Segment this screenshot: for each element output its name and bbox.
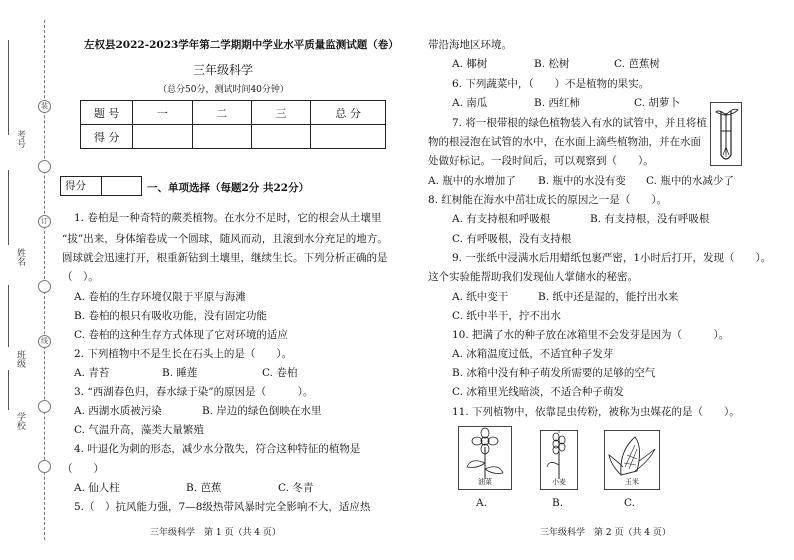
question-5-continued: 带沿海地区环境。 bbox=[428, 39, 512, 51]
question-3: 3. “西湖春色归，春水绿于染”的原因是（ ）。 bbox=[74, 386, 314, 398]
exam-number-label: 考号 bbox=[15, 130, 25, 148]
question-6-option: B. 西红柿 bbox=[534, 97, 580, 109]
question-1-option: A. 卷柏的生存环境仅限于平原与海滩 bbox=[74, 291, 246, 303]
question-5-option: B. 松树 bbox=[534, 58, 570, 70]
binding-marker: 线 bbox=[38, 335, 51, 348]
picture-label: 油菜 bbox=[478, 478, 492, 486]
question-8-option: C. 有呼吸根，没有支持根 bbox=[452, 233, 572, 245]
question-1-line: 圆球就会迅速打开，根重新钻到土壤里，继续生长。下列分析正确的是 bbox=[62, 252, 388, 264]
binding-marker: 装 bbox=[38, 100, 51, 113]
class-label: 班级 bbox=[15, 350, 25, 368]
picture-label: 玉米 bbox=[625, 478, 639, 486]
question-5-option: A. 椰树 bbox=[452, 58, 488, 70]
question-10-option: C. 冰箱里光线暗淡，不适合种子萌发 bbox=[452, 386, 624, 398]
score-table-header: 一 bbox=[133, 101, 192, 125]
score-cell[interactable] bbox=[311, 125, 386, 149]
question-10-option: A. 冰箱温度过低，不适宜种子发芽 bbox=[452, 348, 614, 360]
exam-note: （总分50分，测试时间40分钟） bbox=[158, 85, 289, 95]
question-9-option: A. 纸中变干 bbox=[452, 291, 509, 303]
question-6-option: A. 南瓜 bbox=[452, 97, 488, 109]
wheat-image bbox=[540, 430, 578, 490]
question-2-option: A. 青苔 bbox=[74, 367, 110, 379]
question-10-option: B. 冰箱中没有种子萌发所需要的足够的空气 bbox=[452, 367, 656, 379]
question-4-option: A. 仙人柱 bbox=[74, 482, 120, 494]
corn-image bbox=[604, 430, 660, 490]
class-line bbox=[8, 285, 10, 347]
section-score-box bbox=[60, 176, 142, 196]
binding-marker: 订 bbox=[38, 215, 51, 228]
question-5-option: C. 芭蕉树 bbox=[614, 58, 660, 70]
test-tube-plant-image bbox=[710, 102, 742, 166]
question-1-option: B. 卷柏的根只有吸收功能，没有固定功能 bbox=[74, 310, 267, 322]
binding-marker bbox=[38, 160, 51, 173]
score-table-header: 三 bbox=[251, 101, 310, 125]
name-label: 姓名 bbox=[15, 248, 25, 266]
question-3-option: C. 气温升高，藻类大量繁殖 bbox=[74, 424, 204, 436]
binding-marker bbox=[38, 460, 51, 473]
section-score-label: 得分 bbox=[65, 180, 86, 192]
question-7-option: B. 瓶中的水没有变 bbox=[538, 175, 626, 187]
question-4-line: （ ） bbox=[62, 463, 104, 475]
score-table-header: 题 号 bbox=[81, 101, 133, 125]
question-1-option: C. 卷柏的这种生存方式体现了它对环境的适应 bbox=[74, 329, 288, 341]
page-footer: 三年级科学 第 2 页（共 4 页） bbox=[540, 528, 671, 538]
name-line bbox=[8, 170, 10, 245]
question-9-option: C. 纸中半干，拧不出水 bbox=[452, 310, 561, 322]
question-3-option: B. 岸边的绿色倒映在水里 bbox=[202, 405, 322, 417]
corn-icon bbox=[605, 431, 659, 479]
picture-option-label[interactable]: B. bbox=[552, 497, 564, 509]
test-tube-plant-icon bbox=[711, 103, 741, 165]
question-9-line: 这个实验能帮助我们发现仙人掌储水的秘密。 bbox=[428, 271, 638, 283]
exam-title: 左权县2022-2023学年第二学期期中学业水平质量监测试题（卷） bbox=[84, 39, 399, 51]
question-1-line: 1. 卷柏是一种奇特的蕨类植物。在水分不足时，它的根会从土壤里 bbox=[74, 212, 382, 224]
score-box-divider bbox=[101, 177, 102, 195]
question-2: 2. 下列植物中不是生长在石头上的是（ ）。 bbox=[74, 348, 293, 360]
question-7-option: A. 瓶中的水增加了 bbox=[428, 175, 516, 187]
question-4-option: C. 冬青 bbox=[278, 482, 314, 494]
school-line bbox=[8, 370, 10, 410]
picture-label: 小麦 bbox=[552, 478, 566, 486]
binding-marker bbox=[38, 400, 51, 413]
question-1-line: （ ）。 bbox=[62, 271, 99, 283]
score-table-header: 二 bbox=[192, 101, 251, 125]
binding-marker bbox=[38, 280, 51, 293]
question-7-line: 物的根浸泡在试管的水中，在水面上滴些植物油，并在水面 bbox=[428, 136, 701, 148]
question-7-line: 处做好标记。一段时间后，可以观察到（ ）。 bbox=[428, 155, 654, 167]
score-cell[interactable] bbox=[133, 125, 192, 149]
score-table-header: 总 分 bbox=[311, 101, 386, 125]
question-10: 10. 把满了水的种子放在冰箱里不会发芽是因为（ ）。 bbox=[452, 329, 730, 341]
question-7-line: 7. 将一根带根的绿色植物装入有水的试管中，并且将植 bbox=[452, 117, 707, 129]
score-cell[interactable] bbox=[251, 125, 310, 149]
question-9-option: B. 纸中还是湿的，能拧出水来 bbox=[538, 291, 679, 303]
question-6: 6. 下列蔬菜中，（ ）不是植物的果实。 bbox=[452, 78, 650, 90]
question-5: 5.（ ）抗风能力强，7—8级热带风暴时完全影响不大，适应热 bbox=[74, 501, 371, 513]
question-4-option: B. 芭蕉 bbox=[186, 482, 222, 494]
picture-option-label[interactable]: C. bbox=[624, 497, 635, 509]
question-3-option: A. 西湖水质被污染 bbox=[74, 405, 162, 417]
question-1-line: “拔”出来，身体缩卷成一个圆球，随风而动，且滚到水分充足的地方。 bbox=[62, 233, 388, 245]
picture-option-label[interactable]: A. bbox=[476, 497, 487, 509]
question-7-option: C. 瓶中的水减少了 bbox=[646, 175, 734, 187]
question-2-option: B. 睡莲 bbox=[162, 367, 198, 379]
rapeseed-flower-image bbox=[458, 426, 512, 490]
score-table-row-label: 得 分 bbox=[81, 125, 133, 149]
score-table bbox=[80, 100, 386, 149]
score-cell[interactable] bbox=[192, 125, 251, 149]
binding-margin bbox=[0, 0, 60, 560]
question-2-option: C. 卷柏 bbox=[262, 367, 298, 379]
wheat-icon bbox=[541, 431, 577, 479]
rapeseed-flower-icon bbox=[459, 427, 511, 479]
question-8-option: A. 有支持根和呼吸根 bbox=[452, 213, 551, 225]
page-footer: 三年级科学 第 1 页（共 4 页） bbox=[150, 528, 281, 538]
question-6-option: C. 胡萝卜 bbox=[634, 97, 680, 109]
exam-subject: 三年级科学 bbox=[193, 63, 254, 77]
question-4-line: 4. 叶退化为刺的形态，减少水分散失，符合这种特征的植物是 bbox=[74, 443, 361, 455]
question-9-line: 9. 一张纸中浸满水后用蜡纸包裹严密，1小时后打开，发现（ ）。 bbox=[452, 252, 772, 264]
exam-number-line bbox=[8, 40, 10, 135]
question-8: 8. 红树能在海水中茁壮成长的原因之一是（ ）。 bbox=[428, 194, 668, 206]
question-11: 11. 下列植物中，依靠昆虫传粉，被称为虫媒花的是（ ）。 bbox=[452, 406, 740, 418]
question-8-option: B. 有支持根，没有呼吸根 bbox=[590, 213, 710, 225]
section-title: 一、单项选择（每题2分 共22分） bbox=[147, 182, 310, 194]
school-label: 学校 bbox=[15, 412, 25, 430]
